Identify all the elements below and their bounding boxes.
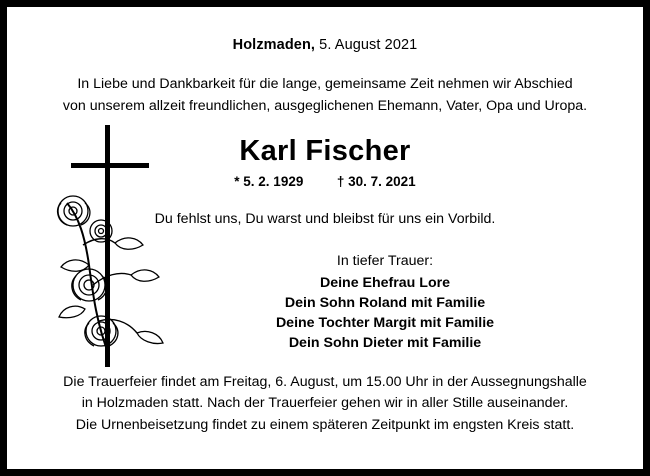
intro-line-1: In Liebe und Dankbarkeit für die lange, gemeinsame Zeit nehmen wir Abschied bbox=[77, 76, 573, 92]
intro-text bbox=[43, 73, 607, 117]
place-label: Holzmaden, bbox=[232, 37, 316, 53]
obituary-content bbox=[7, 7, 643, 469]
list-item: Dein Sohn Dieter mit Familie bbox=[288, 335, 482, 352]
date-label: 5. August 2021 bbox=[319, 37, 418, 53]
funeral-details bbox=[39, 372, 611, 437]
memorial-verse: Du fehlst uns, Du warst und bleibst für uns ein Vorbild. bbox=[154, 211, 496, 227]
intro-line-2: von unserem allzeit freundlichen, ausgeglichenen Ehemann, Vater, Opa und Uropa. bbox=[62, 98, 588, 114]
deceased-name: Karl Fischer bbox=[239, 135, 411, 167]
birth-date: * 5. 2. 1929 bbox=[234, 174, 304, 189]
funeral-line-2: in Holzmaden statt. Nach der Trauerfeier gehen wir in aller Stille auseinander. bbox=[81, 395, 569, 412]
mourners-heading: In tiefer Trauer: bbox=[336, 253, 434, 269]
funeral-line-1: Die Trauerfeier findet am Freitag, 6. August, um 15.00 Uhr in der Aussegnungshalle bbox=[63, 373, 587, 390]
cross-with-roses-icon bbox=[49, 125, 179, 370]
mourners-block bbox=[157, 253, 613, 354]
list-item: Dein Sohn Roland mit Familie bbox=[284, 295, 486, 312]
funeral-line-3: Die Urnenbeisetzung findet zu einem späteren Zeitpunkt im engsten Kreis statt. bbox=[75, 416, 575, 433]
list-item: Deine Tochter Margit mit Familie bbox=[275, 315, 495, 332]
place-date-line bbox=[37, 37, 613, 53]
death-date: † 30. 7. 2021 bbox=[336, 174, 416, 189]
list-item: Deine Ehefrau Lore bbox=[319, 275, 451, 291]
